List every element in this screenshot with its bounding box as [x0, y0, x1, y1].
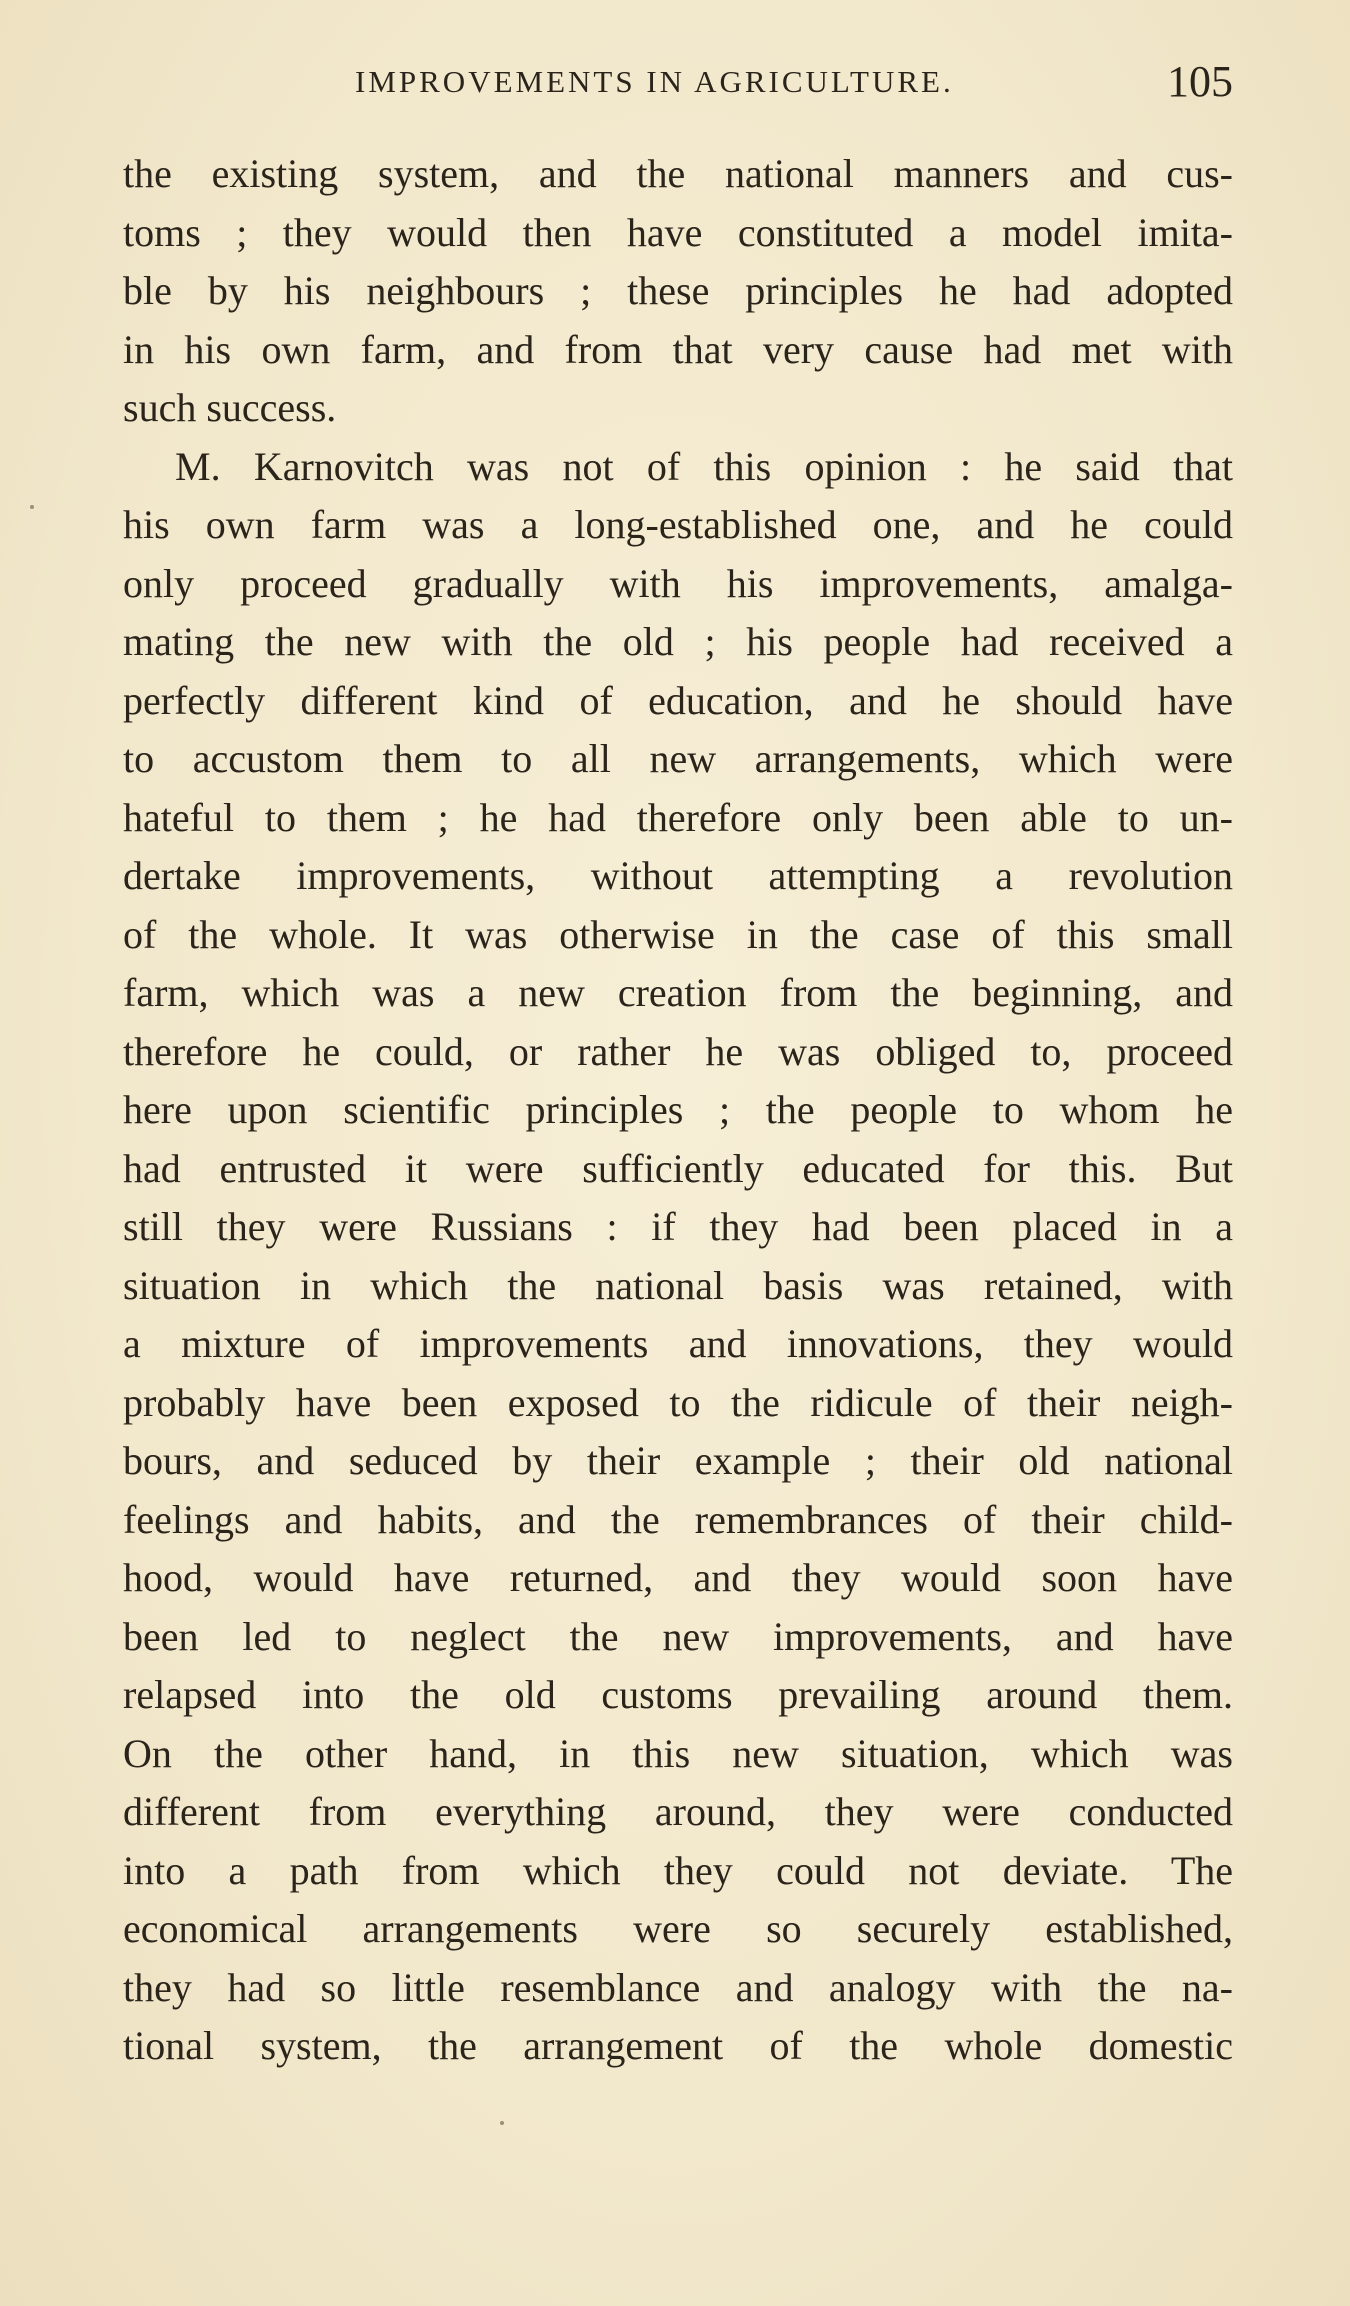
text-line: had entrusted it were sufficiently educated for this. But: [123, 1145, 1233, 1191]
text-line: probably have been exposed to the ridicule of their neigh-: [123, 1379, 1233, 1425]
text-line: relapsed into the old customs prevailing around them.: [123, 1672, 1233, 1717]
text-line: been led to neglect the new improvements, and have: [123, 1613, 1233, 1659]
text-line: such success.: [123, 385, 337, 430]
text-line: dertake improvements, without attempting a revolution: [123, 853, 1233, 898]
body-text: [123, 145, 1233, 2076]
text-line: perfectly different kind of education, and he should have: [123, 677, 1233, 723]
running-head: IMPROVEMENTS IN AGRICULTURE.: [355, 64, 954, 99]
text-line: situation in which the national basis was retained, with: [123, 1262, 1233, 1308]
margin-speck: [500, 2121, 504, 2125]
text-line: a mixture of improvements and innovations, they would: [123, 1321, 1233, 1366]
text-line: therefore he could, or rather he was obliged to, proceed: [123, 1028, 1233, 1074]
text-line: hood, would have returned, and they would soon have: [123, 1555, 1233, 1600]
text-line: tional system, the arrangement of the whole domestic: [123, 2023, 1233, 2068]
text-line: in his own farm, and from that very cause had met with: [123, 326, 1233, 372]
text-line: of the whole. It was otherwise in the case of this small: [123, 911, 1233, 957]
text-line: feelings and habits, and the remembrances of their child-: [123, 1496, 1233, 1542]
text-line: economical arrangements were so securely established,: [123, 1906, 1233, 1951]
margin-speck: [30, 505, 34, 509]
text-line: On the other hand, in this new situation, which was: [123, 1730, 1233, 1776]
text-line: only proceed gradually with his improvements, amalga-: [123, 560, 1233, 606]
text-line: hateful to them ; he had therefore only been able to un-: [123, 794, 1233, 840]
text-line: they had so little resemblance and analogy with the na-: [123, 1964, 1233, 2010]
page-header: [123, 56, 1233, 104]
text-line: still they were Russians : if they had been placed in a: [123, 1204, 1233, 1249]
text-line: his own farm was a long-established one, and he could: [123, 502, 1233, 547]
text-line: different from everything around, they were conducted: [123, 1789, 1233, 1834]
text-line: into a path from which they could not deviate. The: [123, 1847, 1233, 1893]
text-line: ble by his neighbours ; these principles he had adopted: [123, 268, 1233, 313]
text-line: M. Karnovitch was not of this opinion : he said that: [175, 443, 1233, 489]
text-line: farm, which was a new creation from the beginning, and: [123, 970, 1233, 1015]
text-line: here upon scientific principles ; the people to whom he: [123, 1087, 1233, 1132]
text-line: mating the new with the old ; his people had received a: [123, 619, 1233, 664]
text-line: bours, and seduced by their example ; their old national: [123, 1438, 1233, 1483]
text-line: to accustom them to all new arrangements, which were: [123, 736, 1233, 781]
text-line: the existing system, and the national manners and cus-: [123, 151, 1233, 196]
page-number: 105: [1167, 57, 1233, 106]
text-line: toms ; they would then have constituted a model imita-: [123, 209, 1233, 255]
